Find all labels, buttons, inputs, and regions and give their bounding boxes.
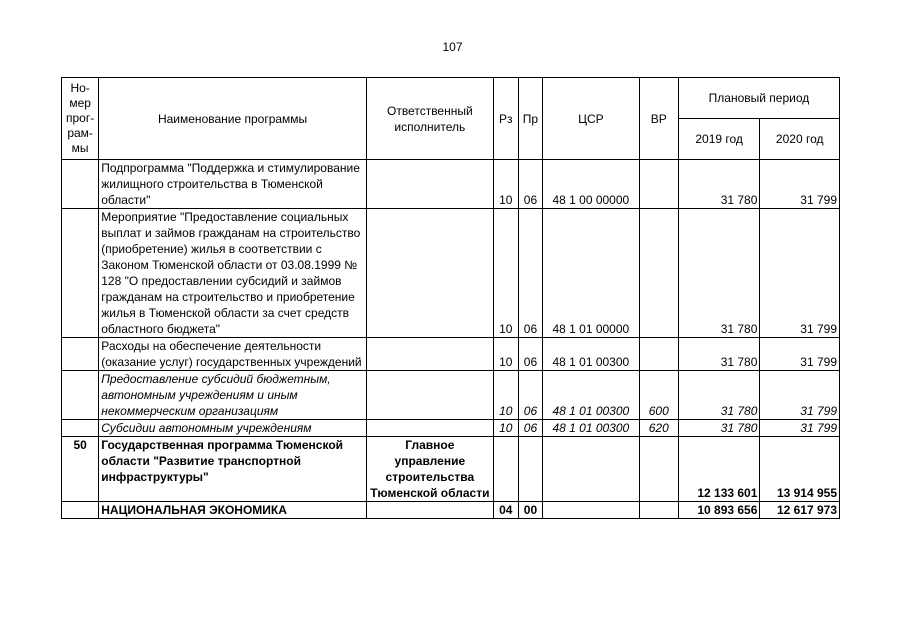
table-row [62, 437, 840, 502]
cell-vr [639, 160, 678, 209]
header-csr: ЦСР [543, 78, 640, 160]
cell-name: НАЦИОНАЛЬНАЯ ЭКОНОМИКА [99, 502, 367, 519]
cell-pr: 06 [518, 160, 542, 209]
cell-name: Подпрограмма "Поддержка и стимулирование жилищного строительства в Тюменской области" [99, 160, 367, 209]
cell-vr [639, 437, 678, 502]
header-vr: ВР [639, 78, 678, 160]
cell-2020: 12 617 973 [760, 502, 840, 519]
cell-pr: 06 [518, 371, 542, 420]
cell-rz [493, 437, 518, 502]
cell-name: Мероприятие "Предоставление социальных выплат и займов гражданам на строительство (приобретение) жилья в соответствии с Законом Тюменской области от 03.08.1999 № 128 "О предоставлении субсидий и займов гражданам на строительство и приобретение жилья в Тюменской области за счет средств областного бюджета" [99, 209, 367, 338]
cell-2019: 31 780 [678, 209, 760, 338]
cell-2019: 12 133 601 [678, 437, 760, 502]
cell-2019: 31 780 [678, 160, 760, 209]
cell-name: Расходы на обеспечение деятельности (оказание услуг) государственных учреждений [99, 338, 367, 371]
page-number: 107 [442, 40, 463, 54]
cell-2019: 31 780 [678, 371, 760, 420]
header-year-2019: 2019 год [678, 119, 760, 160]
cell-pr [518, 437, 542, 502]
table-row [62, 371, 840, 420]
header-executor: Ответственный исполнитель [366, 78, 493, 160]
cell-pr: 06 [518, 209, 542, 338]
cell-executor [366, 371, 493, 420]
cell-vr [639, 502, 678, 519]
cell-2020: 31 799 [760, 209, 840, 338]
cell-rz: 04 [493, 502, 518, 519]
cell-2020: 13 914 955 [760, 437, 840, 502]
cell-name: Предоставление субсидий бюджетным, автономным учреждениям и иным некоммерческим организациям [99, 371, 367, 420]
cell-csr: 48 1 00 00000 [543, 160, 640, 209]
cell-pr: 06 [518, 420, 542, 437]
header-program-number: Но-мер прог-рам-мы [62, 78, 99, 160]
cell-csr: 48 1 01 00000 [543, 209, 640, 338]
cell-vr [639, 209, 678, 338]
cell-csr [543, 437, 640, 502]
cell-2020: 31 799 [760, 338, 840, 371]
cell-name: Государственная программа Тюменской области "Развитие транспортной инфраструктуры" [99, 437, 367, 502]
header-pr: Пр [518, 78, 542, 160]
cell-name: Субсидии автономным учреждениям [99, 420, 367, 437]
table-row [62, 502, 840, 519]
cell-csr: 48 1 01 00300 [543, 338, 640, 371]
cell-executor [366, 338, 493, 371]
cell-2019: 10 893 656 [678, 502, 760, 519]
cell-2020: 31 799 [760, 371, 840, 420]
cell-2020: 31 799 [760, 160, 840, 209]
cell-2019: 31 780 [678, 338, 760, 371]
cell-rz: 10 [493, 371, 518, 420]
cell-vr: 620 [639, 420, 678, 437]
cell-executor [366, 160, 493, 209]
header-program-name: Наименование программы [99, 78, 367, 160]
cell-number: 50 [62, 437, 99, 502]
cell-vr: 600 [639, 371, 678, 420]
cell-csr [543, 502, 640, 519]
cell-number [62, 338, 99, 371]
cell-pr: 06 [518, 338, 542, 371]
cell-executor [366, 420, 493, 437]
table-header [62, 78, 840, 160]
cell-executor [366, 502, 493, 519]
table-row [62, 420, 840, 437]
cell-number [62, 371, 99, 420]
cell-csr: 48 1 01 00300 [543, 420, 640, 437]
header-year-2020: 2020 год [760, 119, 840, 160]
cell-executor [366, 209, 493, 338]
cell-vr [639, 338, 678, 371]
cell-number [62, 160, 99, 209]
cell-rz: 10 [493, 420, 518, 437]
cell-number [62, 420, 99, 437]
cell-csr: 48 1 01 00300 [543, 371, 640, 420]
cell-rz: 10 [493, 209, 518, 338]
table-row [62, 160, 840, 209]
cell-rz: 10 [493, 160, 518, 209]
cell-2019: 31 780 [678, 420, 760, 437]
cell-executor: Главное управление строительства Тюменской области [366, 437, 493, 502]
cell-rz: 10 [493, 338, 518, 371]
header-planning-period: Плановый период [678, 78, 839, 119]
cell-2020: 31 799 [760, 420, 840, 437]
header-rz: Рз [493, 78, 518, 160]
budget-table [61, 77, 840, 519]
table-row [62, 338, 840, 371]
cell-number [62, 502, 99, 519]
cell-pr: 00 [518, 502, 542, 519]
cell-number [62, 209, 99, 338]
table-row [62, 209, 840, 338]
